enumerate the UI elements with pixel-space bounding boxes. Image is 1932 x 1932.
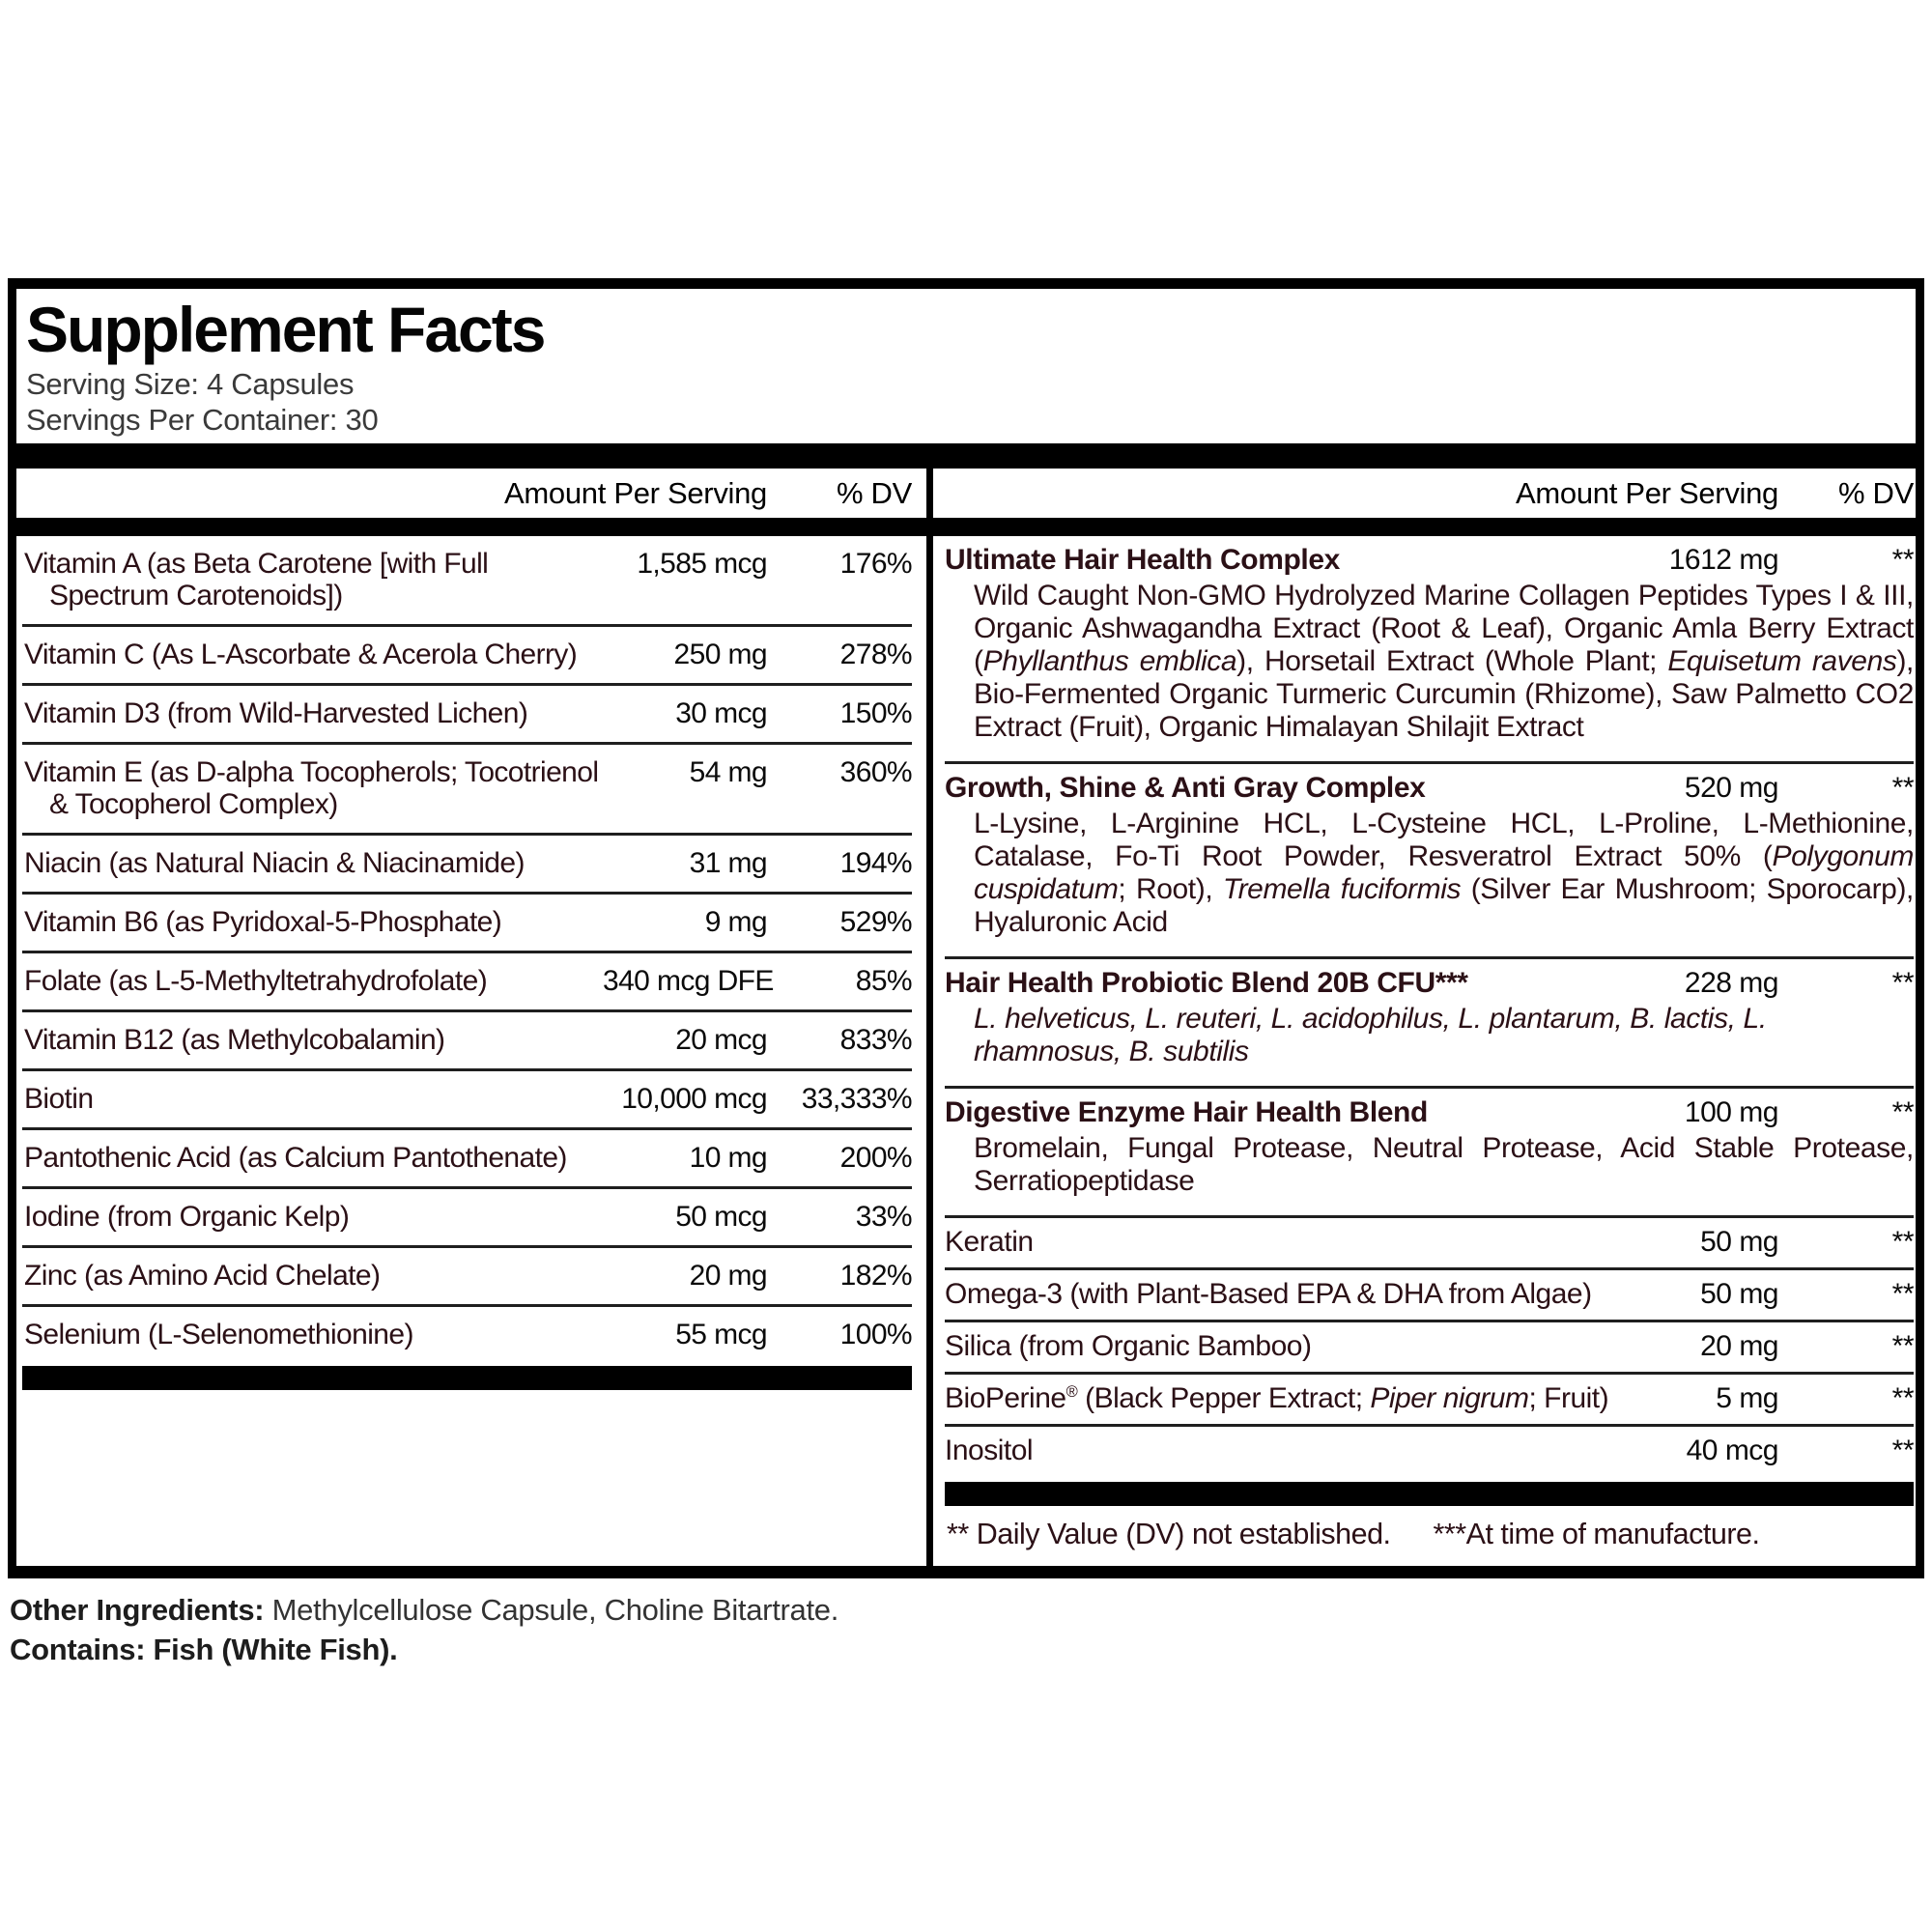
table-row xyxy=(22,1248,912,1307)
ingredient-name: Iodine (from Organic Kelp) xyxy=(24,1201,350,1233)
ingredient-dv: 194% xyxy=(839,847,912,879)
ingredient-dv: 833% xyxy=(839,1024,912,1056)
ingredient-dv: 176% xyxy=(839,548,912,580)
right-column-header xyxy=(922,476,1916,511)
ingredient-amount: 30 mcg xyxy=(675,697,767,729)
ingredient-name: Vitamin E (as D-alpha Tocopherols; Tocotrienol & Tocopherol Complex) xyxy=(24,756,599,820)
left-end-rule xyxy=(22,1366,912,1390)
table-row xyxy=(945,1270,1914,1322)
table-row xyxy=(22,953,912,1012)
ingredient-name: Zinc (as Amino Acid Chelate) xyxy=(24,1260,381,1292)
blend-name: Omega-3 (with Plant-Based EPA & DHA from Algae) xyxy=(945,1278,1592,1310)
column-divider xyxy=(926,443,933,1566)
table-row xyxy=(945,1322,1914,1375)
ingredient-amount: 10 mg xyxy=(689,1142,767,1174)
blend-dv: ** xyxy=(1891,772,1914,804)
blends-column xyxy=(928,536,1916,1551)
ingredient-dv: 529% xyxy=(839,906,912,938)
serving-size: Serving Size: 4 Capsules xyxy=(26,367,355,401)
ingredient-name: Vitamin D3 (from Wild-Harvested Lichen) xyxy=(24,697,528,729)
ingredient-amount: 50 mcg xyxy=(675,1201,767,1233)
footnotes xyxy=(945,1514,1914,1551)
table-row xyxy=(22,536,912,627)
blend-amount: 228 mg xyxy=(1684,967,1778,999)
ingredient-amount: 250 mg xyxy=(673,639,767,670)
blend-amount: 100 mg xyxy=(1684,1096,1778,1128)
blend-amount: 520 mg xyxy=(1684,772,1778,804)
ingredient-amount: 340 mcg DFE xyxy=(603,965,774,997)
blend-ingredients: L-Lysine, L-Arginine HCL, L-Cysteine HCL, L-Proline, L-Methionine, Catalase, Fo-Ti Root Powder, Resveratrol Extract 50% (Polygonum cuspidatum; Root), Tremella fuciformis (Silver Ear Mushroom; Sporocarp), Hyaluronic Acid xyxy=(974,808,1914,938)
ingredient-name: Vitamin B12 (as Methylcobalamin) xyxy=(24,1024,445,1056)
blend-dv: ** xyxy=(1891,967,1914,999)
table-row xyxy=(945,959,1914,1089)
other-ingredients-label: Other Ingredients: xyxy=(10,1593,265,1627)
top-thick-rule xyxy=(16,443,1916,469)
table-row xyxy=(22,836,912,895)
left-dv-header: % DV xyxy=(836,475,912,510)
blend-name: Growth, Shine & Anti Gray Complex xyxy=(945,772,1426,804)
ingredient-amount: 55 mcg xyxy=(675,1319,767,1350)
ingredient-amount: 31 mg xyxy=(689,847,767,879)
ingredient-dv: 100% xyxy=(839,1319,912,1350)
table-row xyxy=(22,1071,912,1130)
left-column-header xyxy=(16,476,922,511)
ingredient-name: Selenium (L-Selenomethionine) xyxy=(24,1319,413,1350)
blend-name: Inositol xyxy=(945,1435,1034,1466)
supplement-facts-panel xyxy=(8,278,1924,1578)
other-ingredients-footer xyxy=(10,1590,838,1669)
ingredient-dv: 182% xyxy=(839,1260,912,1292)
blend-amount: 1612 mg xyxy=(1668,544,1778,576)
blend-amount: 20 mg xyxy=(1700,1330,1778,1362)
blend-ingredients: Wild Caught Non-GMO Hydrolyzed Marine Collagen Peptides Types I & III, Organic Ashwagandha Extract (Root & Leaf), Organic Amla Berry Extract (Phyllanthus emblica), Horsetail Extract (Whole Plant; Equisetum ravens), Bio-Fermented Organic Turmeric Curcumin (Rhizome), Saw Palmetto CO2 Extract (Fruit), Organic Himalayan Shilajit Extract xyxy=(974,580,1914,743)
ingredient-amount: 9 mg xyxy=(704,906,767,938)
column-headers xyxy=(16,469,1916,518)
contains-label: Contains: Fish (White Fish). xyxy=(10,1633,398,1666)
other-ingredients-value: Methylcellulose Capsule, Choline Bitartrate. xyxy=(264,1593,839,1627)
table-row xyxy=(945,1089,1914,1218)
table-row xyxy=(22,895,912,953)
table-row xyxy=(945,1218,1914,1270)
table-row xyxy=(22,1012,912,1071)
blend-amount: 50 mg xyxy=(1700,1278,1778,1310)
blend-amount: 5 mg xyxy=(1716,1382,1778,1414)
blend-dv: ** xyxy=(1891,544,1914,576)
table-row xyxy=(945,764,1914,959)
table-row xyxy=(22,1307,912,1363)
blend-name: Silica (from Organic Bamboo) xyxy=(945,1330,1312,1362)
table-row xyxy=(22,745,912,836)
contains-line xyxy=(10,1630,838,1669)
table-row xyxy=(22,627,912,686)
blend-ingredients: L. helveticus, L. reuteri, L. acidophilus, L. plantarum, B. lactis, L. rhamnosus, B. subtilis xyxy=(974,1003,1767,1067)
ingredient-amount: 54 mg xyxy=(689,756,767,788)
ingredient-dv: 33% xyxy=(855,1201,912,1233)
page-title: Supplement Facts xyxy=(26,294,545,365)
table-row xyxy=(22,1130,912,1189)
ingredient-name: Vitamin C (As L-Ascorbate & Acerola Cherry) xyxy=(24,639,578,670)
blend-dv: ** xyxy=(1891,1435,1914,1466)
facts-table xyxy=(16,443,1916,1566)
table-row xyxy=(945,536,1914,764)
vitamins-column xyxy=(16,536,922,1390)
ingredient-name: Vitamin B6 (as Pyridoxal-5-Phosphate) xyxy=(24,906,502,938)
blend-name: Ultimate Hair Health Complex xyxy=(945,544,1340,576)
ingredient-name: Biotin xyxy=(24,1083,94,1115)
ingredient-dv: 360% xyxy=(839,756,912,788)
footnote-dv: ** Daily Value (DV) not established. xyxy=(947,1518,1391,1550)
ingredient-name: Pantothenic Acid (as Calcium Pantothenate) xyxy=(24,1142,567,1174)
servings-per-container: Servings Per Container: 30 xyxy=(26,403,379,437)
ingredient-dv: 33,333% xyxy=(801,1083,912,1115)
ingredient-name: Niacin (as Natural Niacin & Niacinamide) xyxy=(24,847,525,879)
blend-name: BioPerine® (Black Pepper Extract; Piper nigrum; Fruit) xyxy=(945,1382,1609,1414)
blend-dv: ** xyxy=(1891,1096,1914,1128)
ingredient-dv: 150% xyxy=(839,697,912,729)
blend-dv: ** xyxy=(1891,1226,1914,1258)
ingredient-amount: 20 mcg xyxy=(675,1024,767,1056)
blend-name: Hair Health Probiotic Blend 20B CFU*** xyxy=(945,967,1468,999)
header-rule xyxy=(16,518,1916,536)
table-row xyxy=(22,1189,912,1248)
table-row xyxy=(22,686,912,745)
blend-dv: ** xyxy=(1891,1382,1914,1414)
blend-name: Digestive Enzyme Hair Health Blend xyxy=(945,1096,1428,1128)
ingredient-amount: 10,000 mcg xyxy=(621,1083,767,1115)
ingredient-amount: 1,585 mcg xyxy=(637,548,767,580)
left-amount-header: Amount Per Serving xyxy=(503,475,767,510)
ingredient-name: Vitamin A (as Beta Carotene [with Full Spectrum Carotenoids]) xyxy=(24,548,489,611)
ingredient-dv: 278% xyxy=(839,639,912,670)
blend-dv: ** xyxy=(1891,1278,1914,1310)
right-dv-header: % DV xyxy=(1837,475,1914,510)
ingredient-dv: 200% xyxy=(839,1142,912,1174)
ingredient-dv: 85% xyxy=(855,965,912,997)
right-end-rule xyxy=(945,1482,1914,1506)
blend-ingredients: Bromelain, Fungal Protease, Neutral Protease, Acid Stable Protease, Serratiopeptidase xyxy=(974,1132,1914,1197)
table-row xyxy=(945,1427,1914,1476)
ingredient-amount: 20 mg xyxy=(689,1260,767,1292)
panel-header xyxy=(16,289,1916,443)
right-amount-header: Amount Per Serving xyxy=(1515,475,1778,510)
blend-dv: ** xyxy=(1891,1330,1914,1362)
ingredient-name: Folate (as L-5-Methyltetrahydrofolate) xyxy=(24,965,488,997)
other-ingredients-line xyxy=(10,1590,838,1630)
blend-amount: 40 mcg xyxy=(1686,1435,1778,1466)
blend-name: Keratin xyxy=(945,1226,1034,1258)
footnote-manufacture: ***At time of manufacture. xyxy=(1433,1518,1760,1550)
table-row xyxy=(945,1375,1914,1427)
blend-amount: 50 mg xyxy=(1700,1226,1778,1258)
